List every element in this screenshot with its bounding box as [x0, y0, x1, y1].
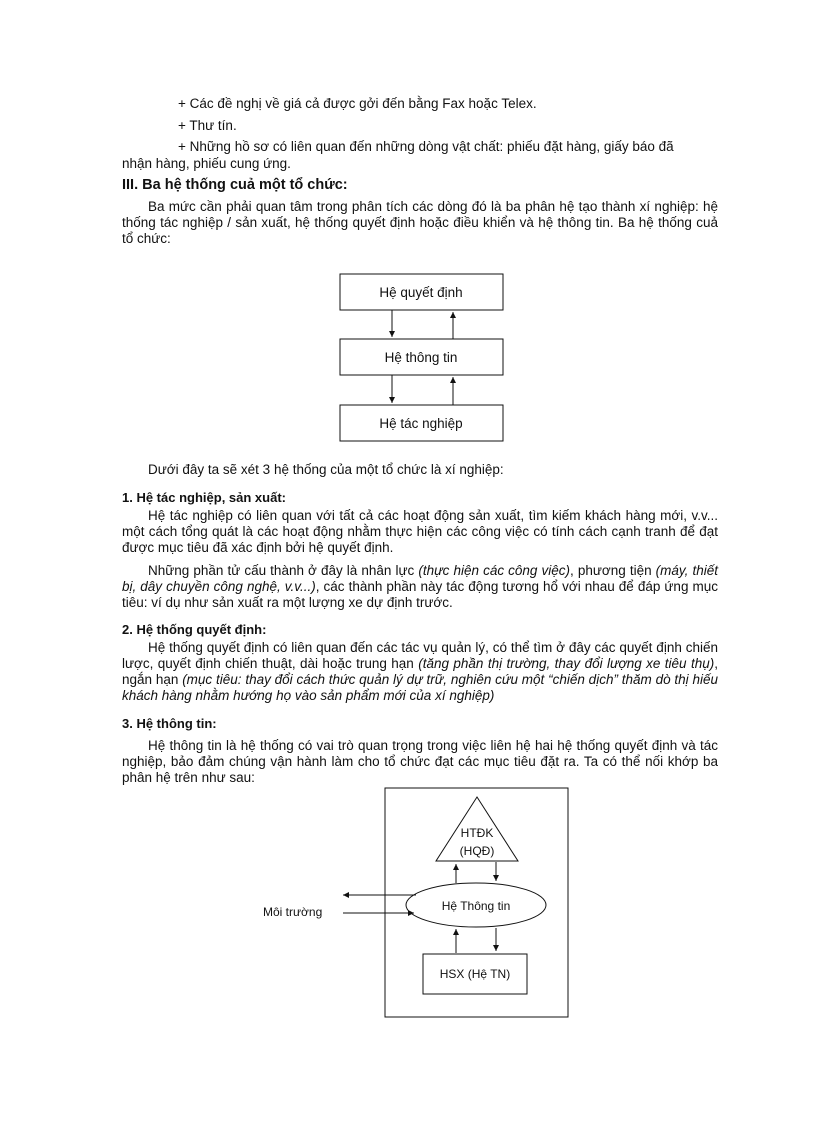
- sub2-part-c: , ngắn hạn: [122, 656, 718, 687]
- section-three-intro-text: Ba mức cần phải quan tâm trong phân tích các dòng đó là ba phân hệ tạo thành xí nghiệp: hệ thống tác nghiệp / sản xuất, hệ thống quyết định hoặc điều khiển và hệ thông tin. Ba hệ thống cuả tổ chức:: [122, 199, 718, 246]
- environment-label: Môi trường: [263, 905, 323, 919]
- information-system-ellipse-label: Hệ Thông tin: [441, 899, 511, 913]
- control-system-sublabel: (HQĐ): [459, 844, 495, 858]
- p2-part-e: , các thành phần này tác động tương hổ với nhau để đáp ứng mục tiêu: ví dụ như sản xuất ra một lượng xe dự định trước.: [122, 579, 718, 610]
- section-three-heading: III. Ba hệ thống cuả một tổ chức:: [122, 177, 348, 193]
- subsection-one-paragraph-1: [122, 508, 718, 556]
- control-system-label: HTĐK: [460, 826, 494, 840]
- subsection-two-paragraph: [122, 640, 718, 704]
- p2-part-b: (thực hiện các công việc): [418, 563, 570, 578]
- section-three-intro: [122, 199, 718, 247]
- lead-sentence-text: Dưới đây ta sẽ xét 3 hệ thống của một tổ chức là xí nghiệp:: [148, 462, 504, 477]
- subsection-one-paragraph-1-text: Hệ tác nghiệp có liên quan với tất cả các hoạt động sản xuất, tìm kiếm khách hàng mới, v.v... một cách tổng quát là các hoạt động nhằm thực hiện các công việc có tính cách cạnh tranh để đạt được mục tiêu đã xác định bởi hệ quyết định.: [122, 508, 718, 555]
- production-system-label: HSX (Hệ TN): [439, 967, 511, 981]
- p2-part-a: Những phần tử cấu thành ở đây là nhân lực: [148, 563, 419, 578]
- subsection-three-paragraph-text: Hệ thông tin là hệ thống có vai trò quan trọng trong việc liên hệ hai hệ thống quyết định và tác nghiệp, bảo đảm chúng vận hành làm cho tổ chức đạt các mục tiêu đặt ra. Ta có thể nối khớp ba phân hệ trên như sau:: [122, 738, 718, 785]
- bullet-letters: + Thư tín.: [178, 118, 237, 133]
- decision-system-label: Hệ quyết định: [379, 285, 463, 300]
- subsection-two-heading: 2. Hệ thống quyết định:: [122, 622, 267, 637]
- sub2-part-b: (tăng phần thị trường, thay đổi lượng xe tiêu thụ): [418, 656, 715, 671]
- information-system-label: Hệ thông tin: [384, 350, 458, 365]
- bullet-records: + Những hồ sơ có liên quan đến những dòng vật chất: phiếu đặt hàng, giấy báo đã: [178, 139, 674, 154]
- bullet-price-proposals: + Các đề nghị về giá cả được gởi đến bằng Fax hoặc Telex.: [178, 96, 537, 111]
- bullet-records-continued: nhận hàng, phiếu cung ứng.: [122, 156, 291, 171]
- sub2-part-d: (mục tiêu: thay đổi cách thức quản lý dự trữ, nghiên cứu một “chiến dịch” thăm dò thị hiếu khách hàng nhằm hướng họ vào sản phẩm mới của xí nghiệp): [122, 672, 718, 703]
- lead-sentence: [122, 462, 718, 478]
- subsection-one-paragraph-2: [122, 563, 718, 611]
- integration-diagram: [250, 785, 580, 1025]
- p2-part-d: (máy, thiết bị, dây chuyền công nghệ, v.v...): [122, 563, 718, 594]
- p2-part-c: , phương tiện: [570, 563, 656, 578]
- three-systems-diagram: [330, 265, 520, 450]
- subsection-three-heading: 3. Hệ thông tin:: [122, 716, 217, 731]
- subsection-one-heading: 1. Hệ tác nghiệp, sản xuất:: [122, 490, 286, 505]
- operation-system-label: Hệ tác nghiệp: [379, 416, 463, 431]
- subsection-three-paragraph: [122, 738, 718, 786]
- sub2-part-a: Hệ thống quyết định có liên quan đến các tác vụ quản lý, có thể tìm ở đây các quyết định chiến lược, quyết định chiến thuật, dài hoặc trung hạn: [122, 640, 718, 671]
